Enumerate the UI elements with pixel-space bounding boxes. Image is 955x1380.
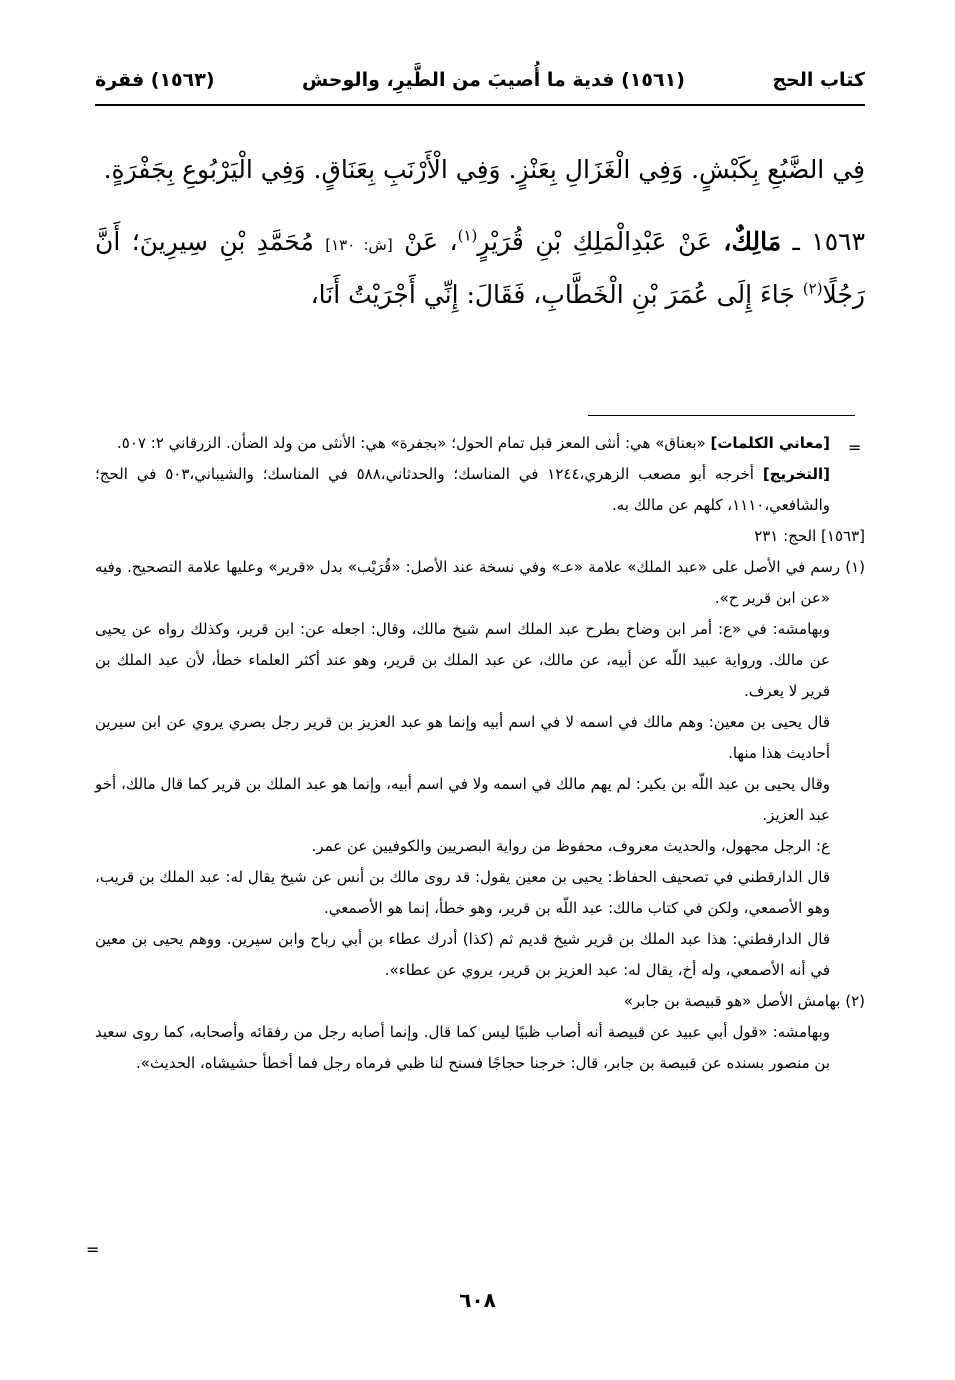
header-book-title: كتاب الحج <box>772 69 865 91</box>
note-reference: [١٥٦٣] الحج: ٢٣١ <box>754 527 865 545</box>
footnotes <box>95 428 865 1079</box>
footnote-1-para-6: قال الدارقطني في تصحيف الحفاظ: يحيى بن معين يقول: قد روى مالك بن أنس عن شيخ يقال له: عبد الملك بن قريب، وهو الأصمعي، ولكن في كتاب مالك: عبد اللّه بن قرير، وهو خطأ، إنما هو الأصمعي. <box>95 868 830 917</box>
footnote-2: (٢) بهامش الأصل «هو قبيصة بن جابر» <box>623 992 865 1010</box>
footnote-1-para-4: وقال يحيى بن عبد اللّه بن بكير: لم يهم مالك في اسمه ولا في اسم أبيه، وإنما هو عبد الملك بن قرير كما قال مالك، أخو عبد العزيز. <box>95 775 830 824</box>
hadith-text-part1: عَنْ عَبْدِالْمَلِكِ بْنِ قُرَيْرٍ <box>477 227 712 256</box>
footnote-1-para-2: وبهامشه: في «ع: أمر ابن وضاح بطرح عبد الملك اسم شيخ مالك، وقال: اجعله عن: ابن قرير، وكذلك رواه عن يحيى عن مالك. ورواية عبيد اللّه عن أبيه، عن مالك، عن عبد الملك بن قرير، وهو عند أكثر العلماء خطأ، لأن عبد الملك بن قرير لا يعرف. <box>95 620 830 700</box>
page-reference: [ش: ١٣٠] <box>325 236 393 254</box>
header-chapter-title: (١٥٦١) فدية ما أُصيبَ من الطَّيرِ، والوحش <box>301 69 685 91</box>
footnote-1-para-3: قال يحيى بن معين: وهم مالك في اسمه لا في اسم أبيه وإنما هو عبد العزيز بن قرير رجل بصري يروي عن ابن سيرين أحاديث هذا منها. <box>95 713 830 762</box>
footnote-1-para-5: ع: الرجل مجهول، والحديث معروف، محفوظ من رواية البصريين والكوفيين عن عمر. <box>311 837 830 855</box>
maani-text: «بعناق» هي: أنثى المعز قبل تمام الحول؛ «بجفرة» هي: الأنثى من ولد الضأن. الزرقاني ٢: ٥٠٧. <box>117 434 706 452</box>
takhrij-text: أخرجه أبو مصعب الزهري،١٢٤٤ في المناسك؛ والحدثاني،٥٨٨ في المناسك؛ والشيباني،٥٠٣ في الحج؛ والشافعي،١١١٠، كلهم عن مالك به. <box>95 465 830 514</box>
footnote-marker-2: (٢) <box>802 279 823 298</box>
note-takhrij <box>95 459 865 521</box>
page-number: ٦٠٨ <box>459 1288 496 1312</box>
footnote-2-para-2: وبهامشه: «قول أبي عبيد عن قبيصة أنه أصاب ظبيًا ليس كما قال. وإنما أصابه رجل من رفقائه وأصحابه، كما روى سعيد بن منصور بسنده عن قبيصة بن جابر، قال: خرجنا حجاجًا فسنح لنا ظبي فرماه رجل فما أخطأ حشيشاه، الحديث». <box>95 1023 830 1072</box>
hadith-1563 <box>95 217 865 320</box>
note-maani <box>95 428 865 459</box>
main-paragraph-1: فِي الضَّبُعِ بِكَبْشٍ. وَفِي الْغَزَالِ بِعَنْزٍ. وَفِي الْأَرْنَبِ بِعَنَاقٍ. وَفِي الْيَرْبُوعِ بِجَفْرَةٍ. <box>103 155 865 184</box>
footnote-1-para-7: قال الدارقطني: هذا عبد الملك بن قرير شيخ قديم ثم (كذا) أدرك عطاء بن أبي رباح وابن سيرين. ووهم يحيى بن معين في أنه الأصمعي، وله أخ، يقال له: عبد العزيز بن قرير، يروي عن عطاء». <box>95 930 830 979</box>
hadith-number: ١٥٦٣ ـ <box>792 227 865 256</box>
hadith-narrator: مَالِكٌ، <box>723 227 782 256</box>
hadith-text-part3: مُحَمَّدِ بْنِ سِيرِينَ؛ أَنَّ رَجُلًا <box>95 227 865 309</box>
footnote-1: (١) رسم في الأصل على «عبد الملك» علامة «عـ» وفي نسخة عند الأصل: «قُرَيْب» بدل «قرير» وعليها علامة التصحيح. وفيه «عن ابن قرير ح». <box>95 558 865 607</box>
hadith-text-part4: جَاءَ إِلَى عُمَرَ بْنِ الْخَطَّابِ، فَقَالَ: إِنِّي أَجْرَيْتُ أَنَا، <box>310 280 795 309</box>
running-header <box>95 62 865 98</box>
header-paragraph-ref: (١٥٦٣) فقرة <box>95 69 215 91</box>
takhrij-label: [التخريج] <box>762 465 831 483</box>
main-text <box>95 145 865 320</box>
continuation-mark-top: = <box>848 438 862 457</box>
hadith-text-part2: ، عَنْ <box>404 227 458 256</box>
footnote-separator <box>588 415 855 416</box>
maani-label: [معاني الكلمات] <box>710 434 830 452</box>
header-rule <box>95 104 865 106</box>
footnote-marker-1: (١) <box>457 226 478 245</box>
continuation-mark-bottom: = <box>86 1240 100 1259</box>
